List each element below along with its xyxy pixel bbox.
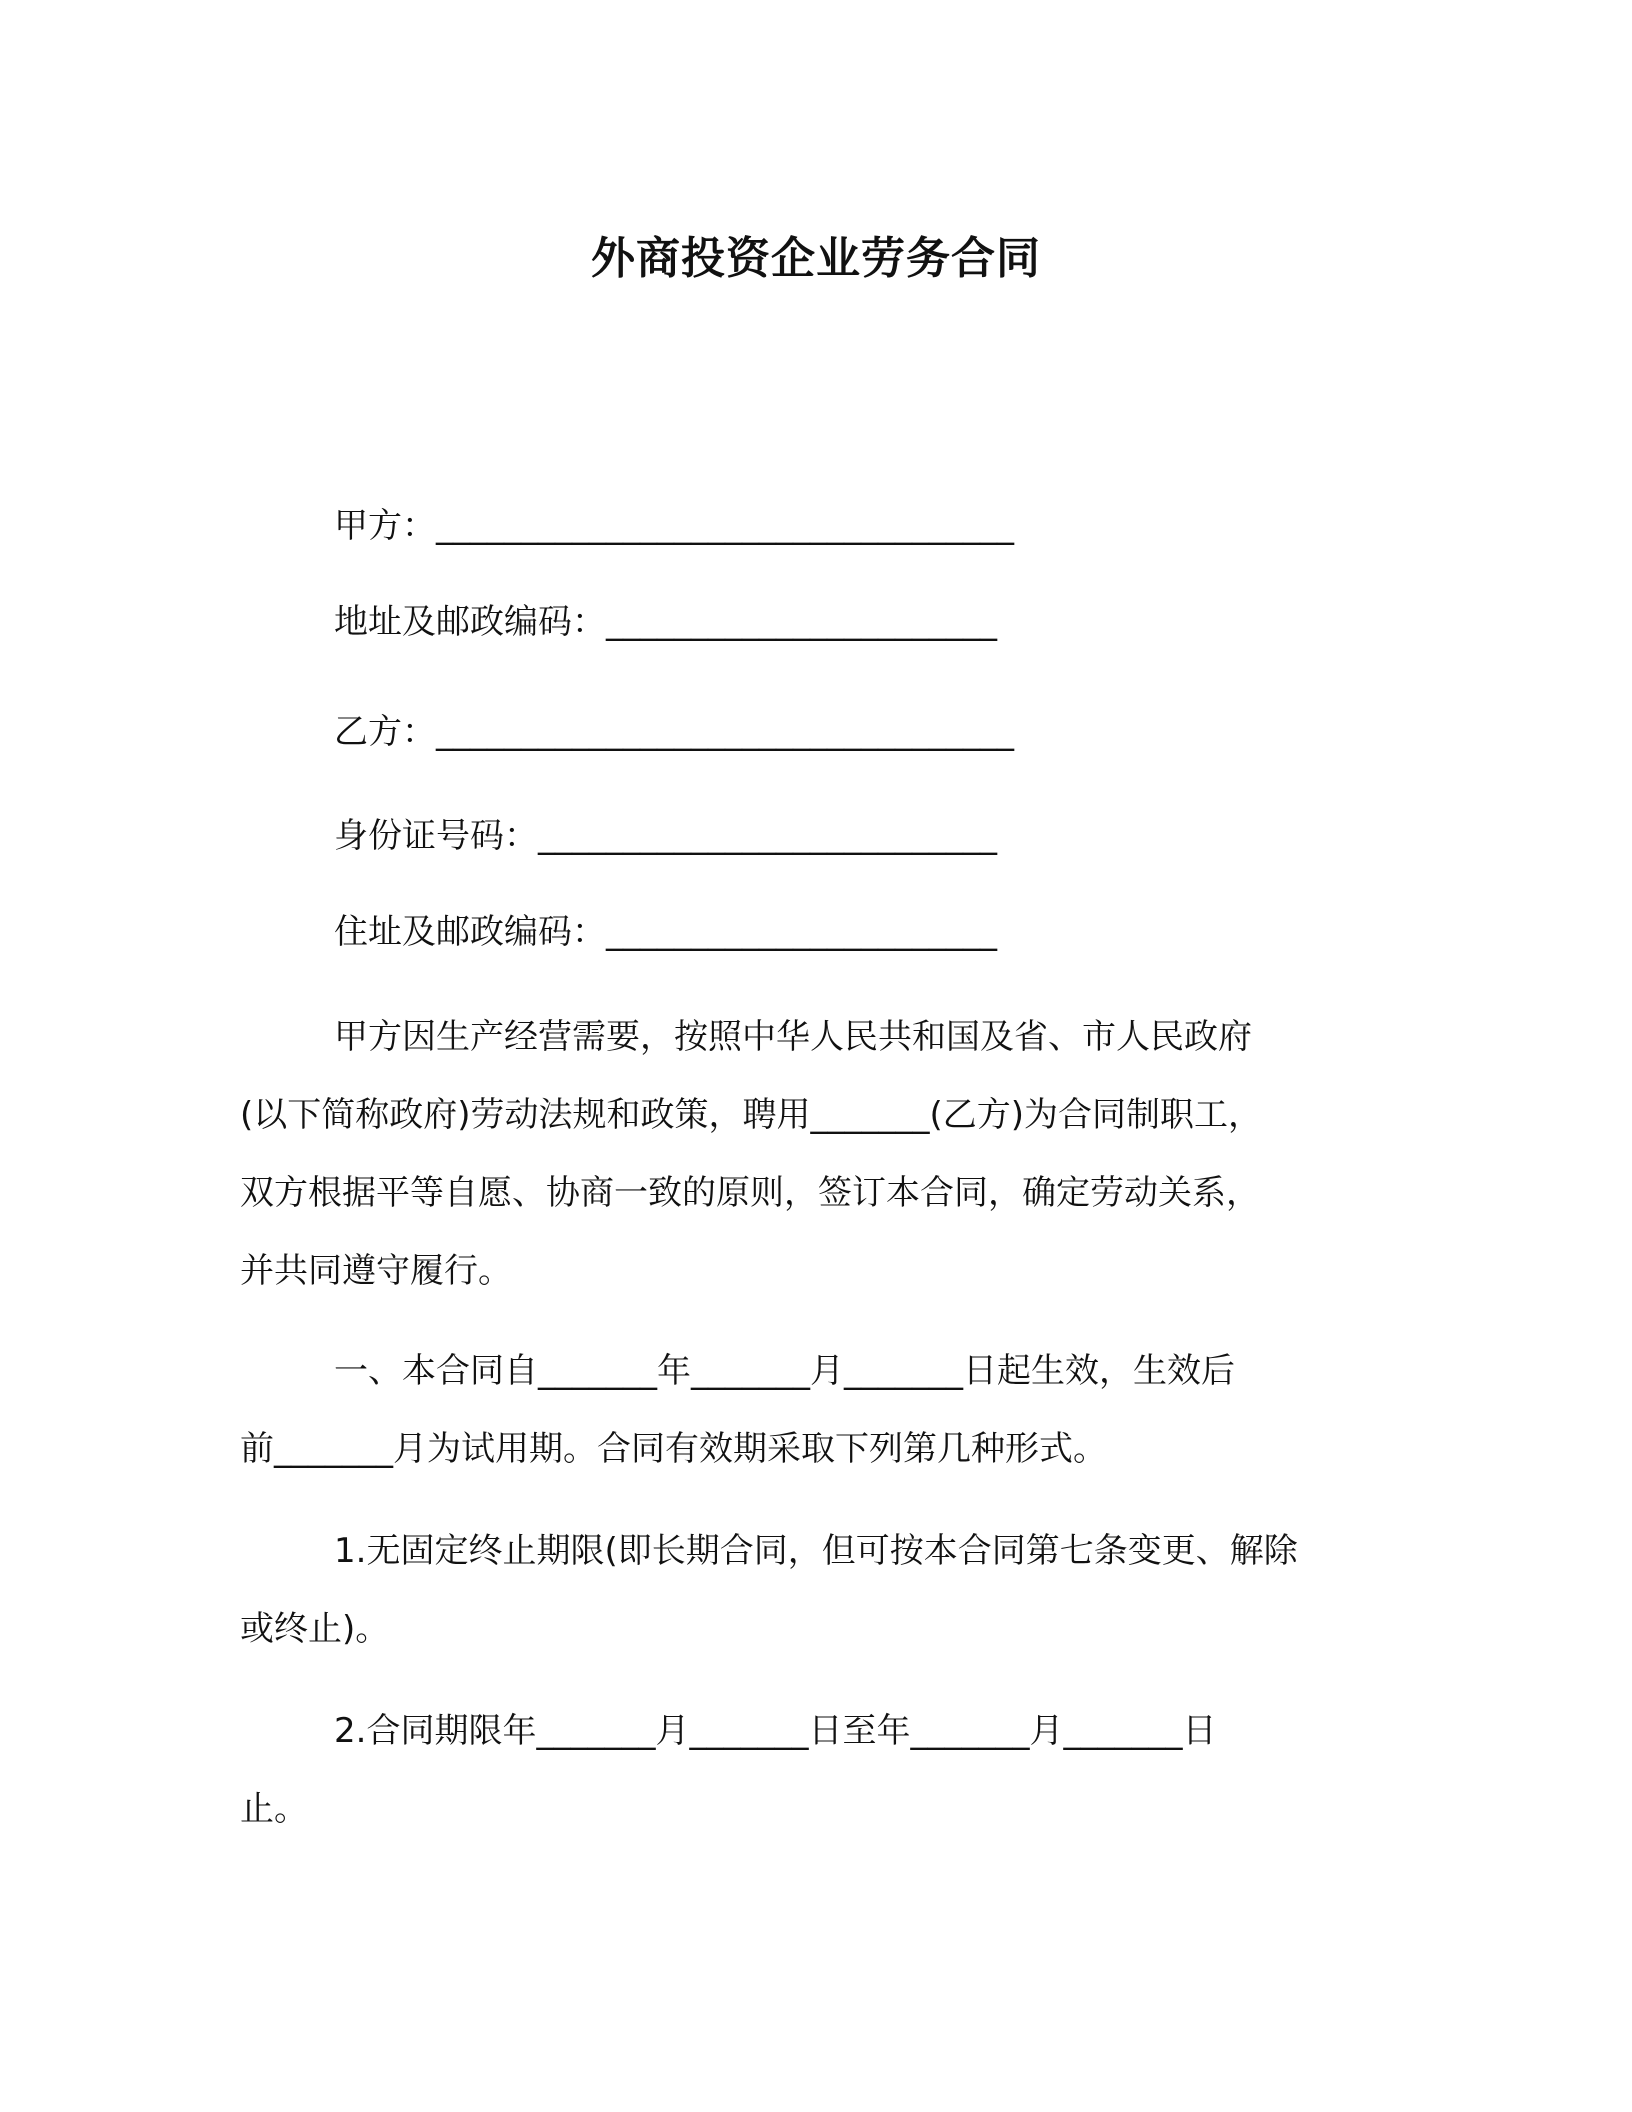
clause-1-line-2: 前_______月为试用期。合同有效期采取下列第几种形式。 xyxy=(240,1429,1107,1469)
option-2-line-2: 止。 xyxy=(240,1789,308,1829)
preamble-paragraph xyxy=(240,998,1400,1310)
document-title: 外商投资企业劳务合同 xyxy=(591,233,1041,284)
address-a-field: 地址及邮政编码：_______________________ xyxy=(334,602,997,642)
option-1-paragraph xyxy=(240,1512,1400,1668)
option-2-line-1: 2.合同期限年_______月_______日至年_______月_______日 xyxy=(334,1711,1217,1751)
address-b-field: 住址及邮政编码：_______________________ xyxy=(334,912,997,952)
preamble-line-4: 并共同遵守履行。 xyxy=(240,1251,512,1291)
option-1-line-1: 1.无固定终止期限(即长期合同，但可按本合同第七条变更、解除 xyxy=(334,1531,1298,1571)
clause-1-line-1: 一、本合同自_______年_______月_______日起生效，生效后 xyxy=(334,1351,1235,1391)
clause-1-paragraph xyxy=(240,1332,1400,1488)
id-number-field: 身份证号码：___________________________ xyxy=(334,816,997,856)
preamble-line-1: 甲方因生产经营需要，按照中华人民共和国及省、市人民政府 xyxy=(334,1017,1252,1057)
preamble-line-3: 双方根据平等自愿、协商一致的原则，签订本合同，确定劳动关系， xyxy=(240,1173,1260,1213)
option-1-line-2: 或终止)。 xyxy=(240,1609,390,1649)
party-b-field: 乙方：__________________________________ xyxy=(334,712,1014,752)
option-2-paragraph xyxy=(240,1692,1400,1848)
preamble-line-2: (以下简称政府)劳动法规和政策，聘用_______(乙方)为合同制职工， xyxy=(240,1095,1263,1135)
party-a-field: 甲方：__________________________________ xyxy=(334,506,1014,546)
